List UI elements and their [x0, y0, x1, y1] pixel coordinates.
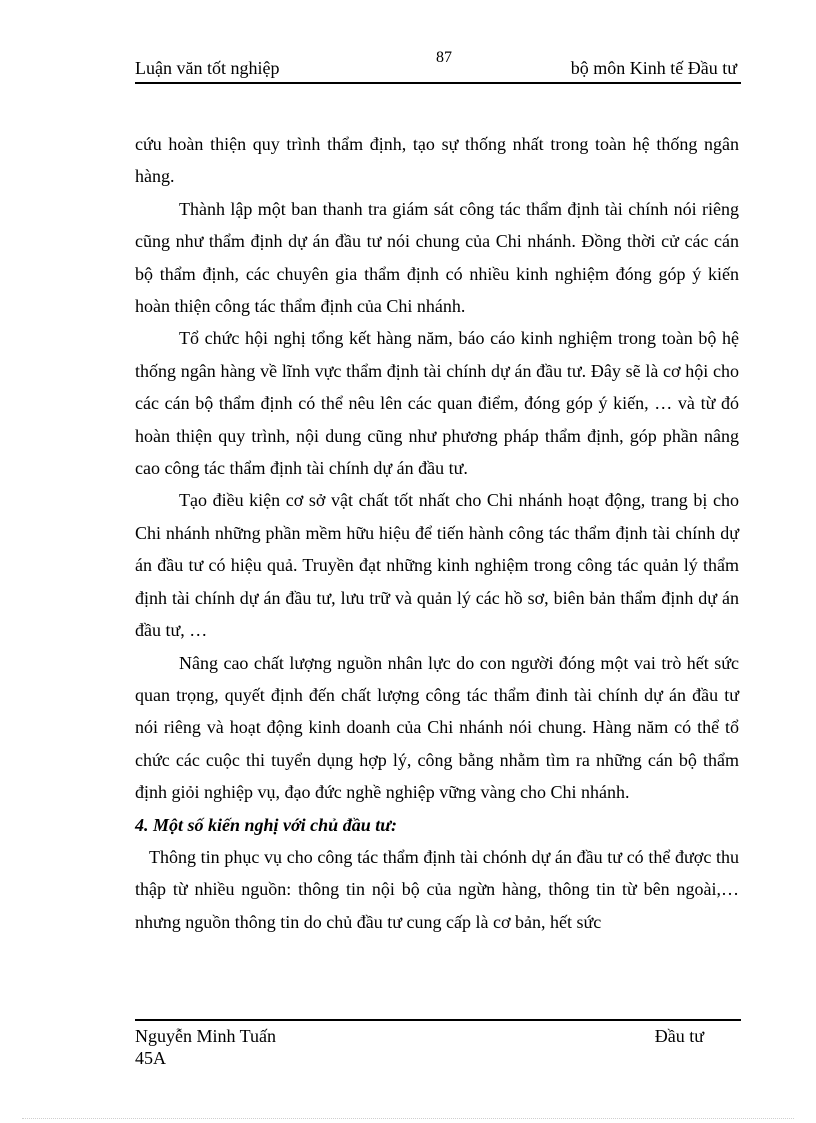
- paragraph-continuation: cứu hoàn thiện quy trình thẩm định, tạo sự thống nhất trong toàn hệ thống ngân hàng.: [135, 134, 739, 187]
- page-edge-divider: [22, 1118, 794, 1119]
- paragraph-annual-conference: Tổ chức hội nghị tổng kết hàng năm, báo cáo kinh nghiệm trong toàn bộ hệ thống ngân hàng về lĩnh vực thẩm định tài chính dự án đầu tư. Đây sẽ là cơ hội cho các cán bộ thẩm định có thể nêu lên các quan điểm, đóng góp ý kiến, … và từ đó hoàn thiện quy trình, nội dung cũng như phương pháp thẩm định, góp phần nâng cao công tác thẩm định tài chính dự án đầu tư.: [135, 328, 739, 479]
- page-number: 87: [436, 49, 452, 66]
- page-footer: [135, 1019, 741, 1068]
- paragraph-investor-information: Thông tin phục vụ cho công tác thẩm định tài chónh dự án đầu tư có thể được thu thập từ nhiều nguồn: thông tin nội bộ của ngừn hàng, thông tin từ bên ngoài,… nhưng nguồn thông tin do chủ đầu tư cung cấp là cơ bản, hết sức: [135, 846, 739, 932]
- paragraph-inspection-board: Thành lập một ban thanh tra giám sát công tác thẩm định tài chính nói riêng cũng như thẩm định dự án đầu tư nói chung của Chi nhánh. Đồng thời cử các cán bộ thẩm định, các chuyên gia thẩm định có nhiều kinh nghiệm đóng góp ý kiến hoàn thiện công tác thẩm định của Chi nhánh.: [135, 198, 739, 317]
- footer-department: Đầu tư: [654, 1026, 704, 1046]
- section-heading: 4. Một số kiến nghị với chủ đầu tư:: [135, 814, 397, 835]
- paragraph-human-resources: Nâng cao chất lượng nguồn nhân lực do con người đóng một vai trò hết sức quan trọng, quyết định đến chất lượng công tác thẩm đinh tài chính dự án đầu tư nói riêng và hoạt động kinh doanh của Chi nhánh nói chung. Hàng năm có thể tổ chức các cuộc thi tuyển dụng hợp lý, công bằng nhằm tìm ra những cán bộ thẩm định giỏi nghiệp vụ, đạo đức nghề nghiệp vững vàng cho Chi nhánh.: [135, 652, 739, 803]
- header-department: bộ môn Kinh tế Đầu tư: [570, 58, 737, 78]
- footer-author: Nguyễn Minh Tuấn: [135, 1026, 277, 1046]
- header-thesis-title: Luận văn tốt nghiệp: [135, 58, 280, 78]
- page-body: [135, 128, 739, 938]
- footer-class: 45A: [135, 1048, 166, 1068]
- page-header: [135, 49, 741, 84]
- paragraph-facilities: Tạo điều kiện cơ sở vật chất tốt nhất cho Chi nhánh hoạt động, trang bị cho Chi nhánh những phần mềm hữu hiệu để tiến hành công tác thẩm định tài chính dự án đầu tư có hiệu quả. Truyền đạt những kinh nghiệm trong công tác quản lý thẩm định tài chính dự án đầu tư, lưu trữ và quản lý các hồ sơ, biên bản thẩm định dự án đầu tư, …: [135, 490, 739, 641]
